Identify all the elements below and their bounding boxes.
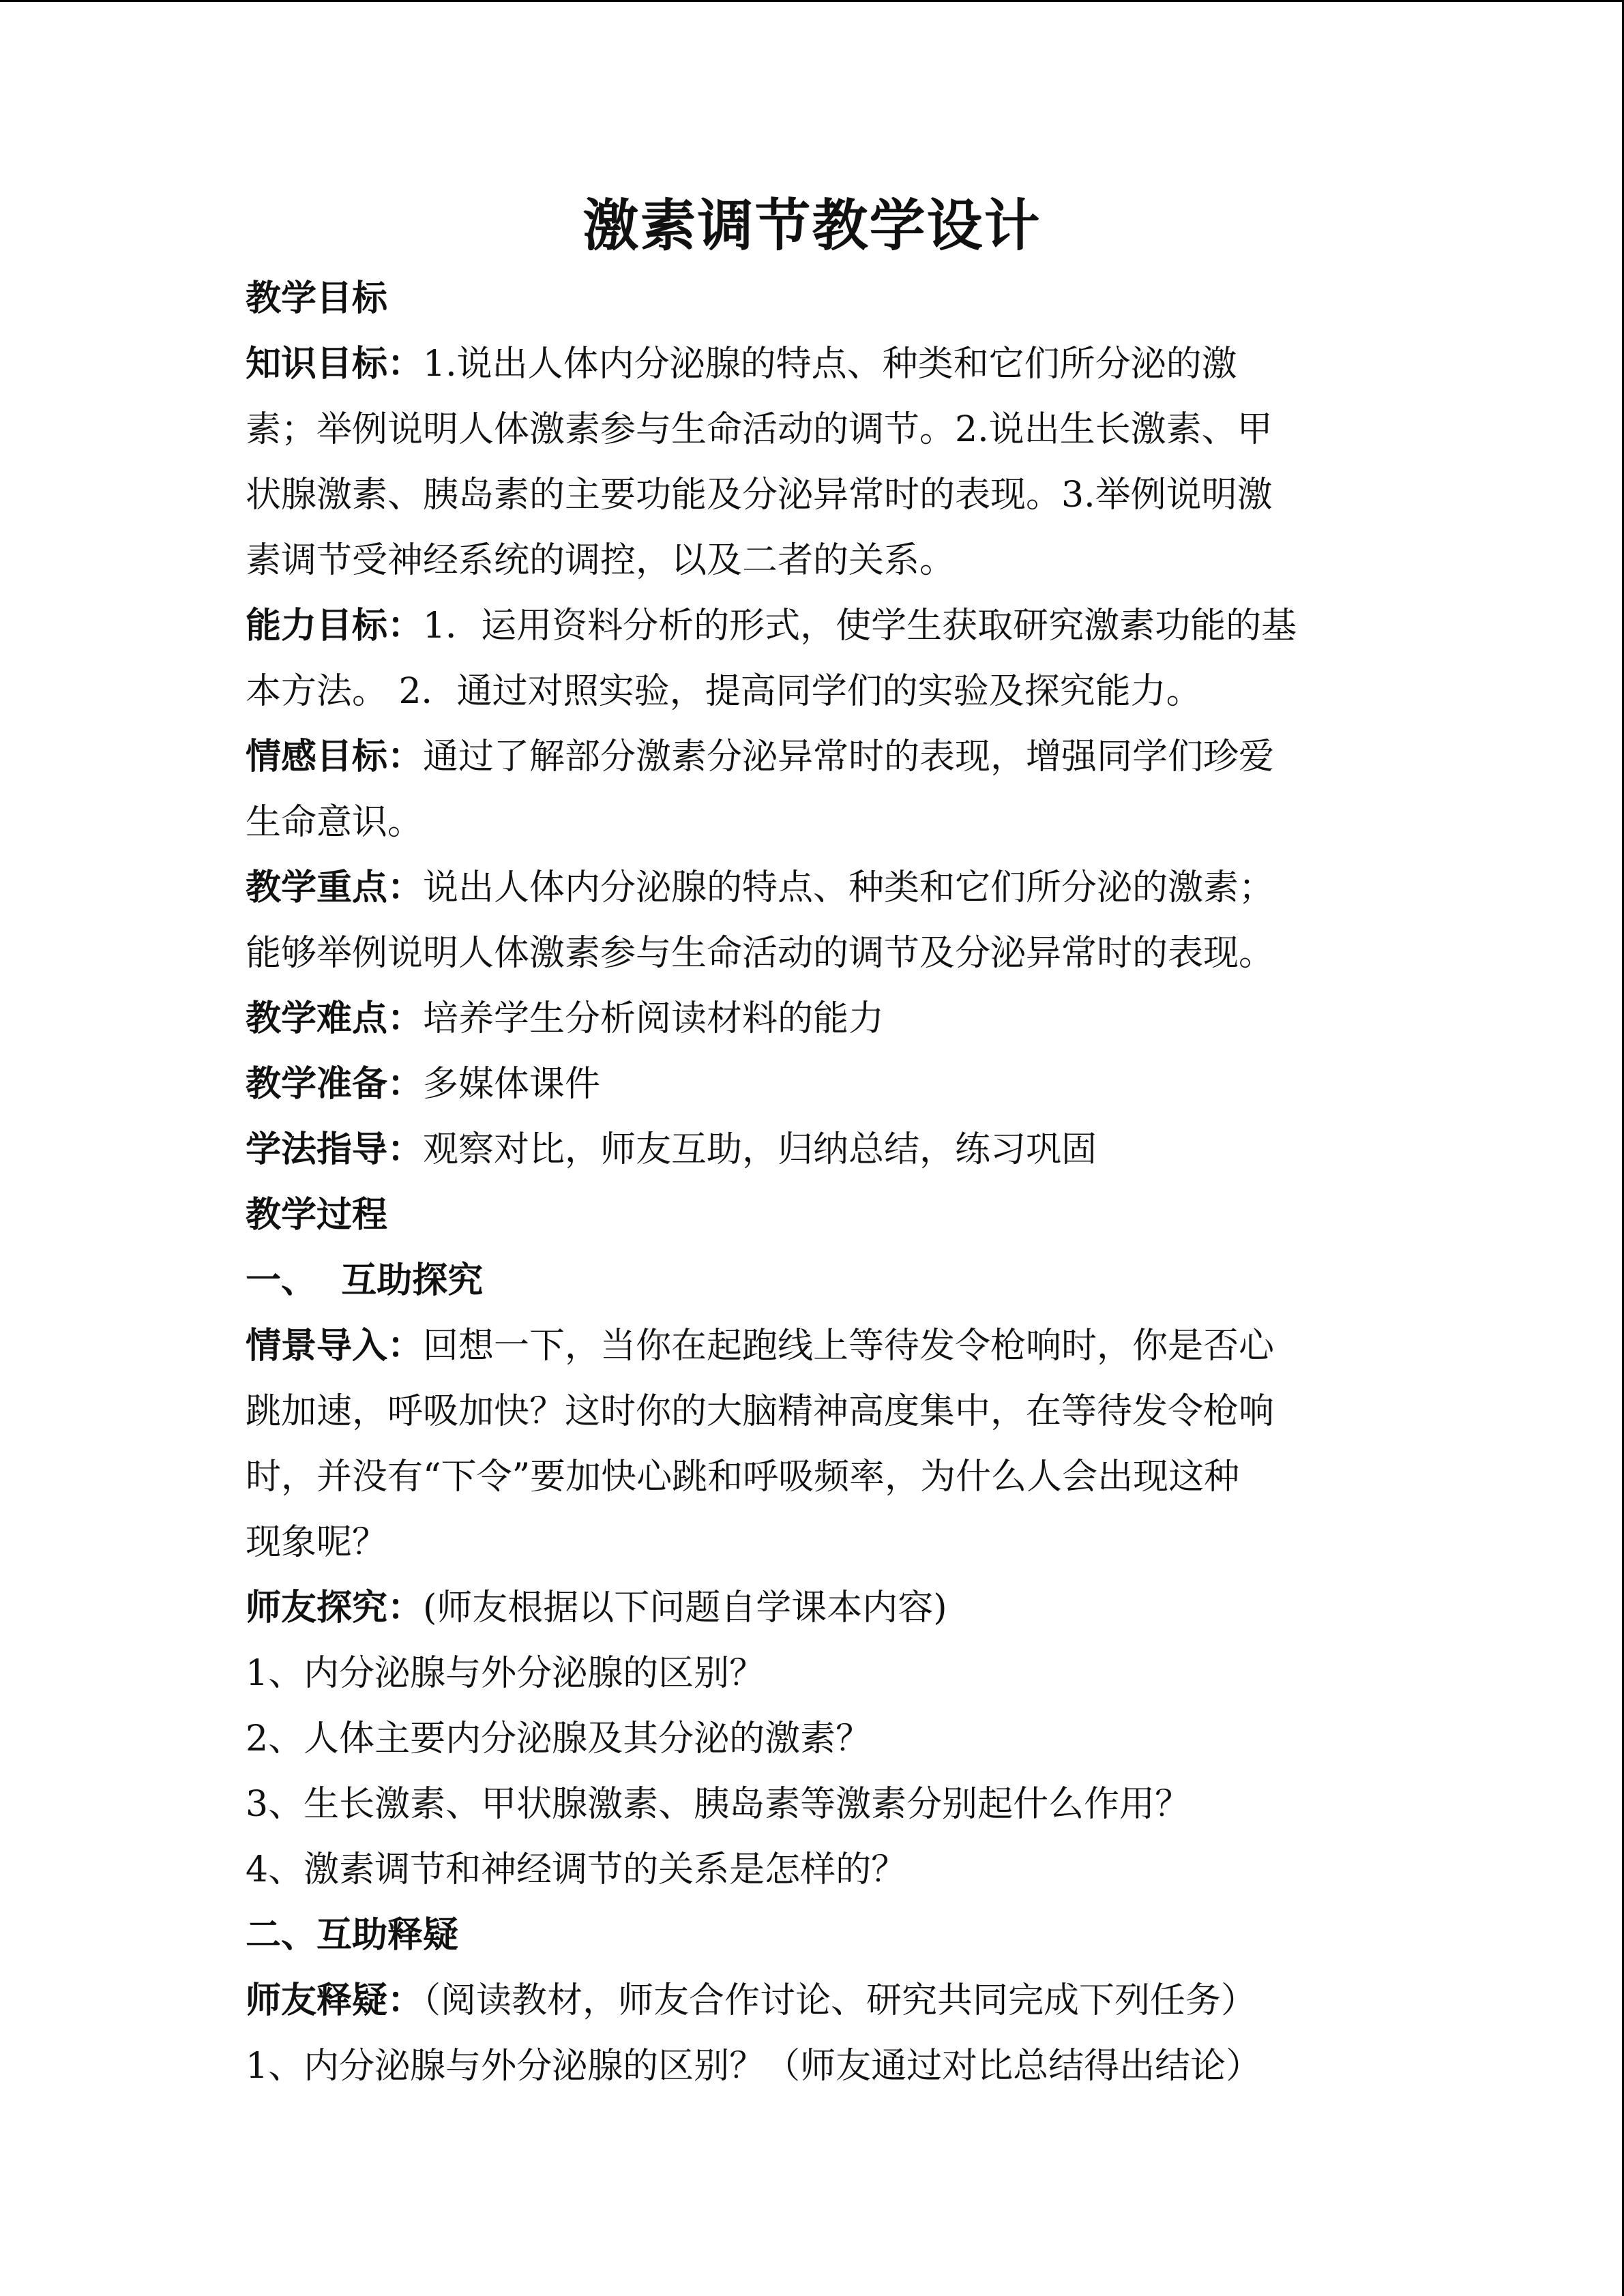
- paragraph-line-ability-goal: [246, 593, 1398, 659]
- section-heading-teaching-process: [246, 1182, 1398, 1248]
- line-text: 素调节受神经系统的调控，以及二者的关系。: [246, 540, 956, 581]
- paragraph-line: [246, 790, 1398, 855]
- field-label-pair-clarification: 师友释疑：: [246, 1980, 424, 2021]
- line-text: （阅读教材，师友合作讨论、研究共同完成下列任务）: [423, 1980, 1257, 2021]
- field-label-scenario-intro: 情景导入：: [246, 1325, 424, 1367]
- section-heading-teaching-goals: [246, 266, 1398, 331]
- line-text: 现象呢？: [246, 1522, 388, 1563]
- paragraph-line-preparation: [246, 1052, 1398, 1117]
- line-text: 说出人体内分泌腺的特点、种类和它们所分泌的激素；: [423, 867, 1275, 908]
- field-label-difficult-points: 教学难点：: [246, 998, 424, 1039]
- paragraph-line-difficult-points: [246, 986, 1398, 1052]
- line-text: 1、内分泌腺与外分泌腺的区别？: [246, 1653, 765, 1694]
- line-text: 2、人体主要内分泌腺及其分泌的激素？: [246, 1718, 872, 1759]
- line-text: 时，并没有“下令”要加快心跳和呼吸频率，为什么人会出现这种: [246, 1457, 1240, 1497]
- field-label-key-points: 教学重点：: [246, 867, 424, 908]
- field-label-knowledge-goal: 知识目标：: [246, 343, 424, 385]
- field-label-learning-guidance: 学法指导：: [246, 1129, 424, 1170]
- paragraph-line: [246, 659, 1398, 724]
- paragraph-line: [246, 397, 1398, 462]
- list-item: [246, 2033, 1398, 2099]
- paragraph-line: [246, 921, 1398, 986]
- paragraph-line-key-points: [246, 855, 1398, 921]
- section-heading-mutual-inquiry: [246, 1248, 1398, 1313]
- paragraph-line-knowledge-goal: [246, 331, 1398, 397]
- line-text: 1.说出人体内分泌腺的特点、种类和它们所分泌的激: [423, 344, 1237, 385]
- line-text: 状腺激素、胰岛素的主要功能及分泌异常时的表现。3.举例说明激: [246, 475, 1273, 516]
- list-item: [246, 1837, 1398, 1903]
- paragraph-line-learning-guidance: [246, 1117, 1398, 1182]
- paragraph-line: [246, 1510, 1398, 1575]
- paragraph-line: [246, 528, 1398, 593]
- field-label-ability-goal: 能力目标：: [246, 605, 424, 646]
- list-item: [246, 1706, 1398, 1772]
- field-label-pair-inquiry: 师友探究：: [246, 1587, 424, 1628]
- line-text: 回想一下，当你在起跑线上等待发令枪响时，你是否心: [423, 1326, 1275, 1367]
- paragraph-line: [246, 1444, 1398, 1510]
- list-item: [246, 1772, 1398, 1837]
- line-text: (师友根据以下问题自学课本内容): [423, 1587, 947, 1628]
- line-text: 能够举例说明人体激素参与生命活动的调节及分泌异常时的表现。: [246, 933, 1275, 974]
- paragraph-line: [246, 1379, 1398, 1444]
- paragraph-line-emotion-goal: [246, 724, 1398, 790]
- field-label-preparation: 教学准备：: [246, 1063, 424, 1105]
- paragraph-line-scenario-intro: [246, 1313, 1398, 1379]
- line-text: 4、激素调节和神经调节的关系是怎样的？: [246, 1849, 907, 1890]
- line-text: 一、 互助探究: [246, 1259, 484, 1301]
- line-text: 素；举例说明人体激素参与生命活动的调节。2.说出生长激素、甲: [246, 409, 1273, 450]
- line-text: 1、内分泌腺与外分泌腺的区别？（师友通过对比总结得出结论）: [246, 2046, 1262, 2087]
- line-text: 二、互助释疑: [246, 1914, 459, 1956]
- line-text: 本方法。 2．通过对照实验，提高同学们的实验及探究能力。: [246, 671, 1202, 712]
- paragraph-line: [246, 462, 1398, 528]
- line-text: 通过了解部分激素分泌异常时的表现，增强同学们珍爱: [423, 736, 1275, 777]
- line-text: 1．运用资料分析的形式，使学生获取研究激素功能的基: [423, 606, 1297, 646]
- document-title: 激素调节教学设计: [582, 193, 1042, 258]
- paragraph-line-pair-clarification: [246, 1968, 1398, 2033]
- line-text: 教学过程: [246, 1194, 388, 1236]
- list-item: [246, 1641, 1398, 1706]
- line-text: 3、生长激素、甲状腺激素、胰岛素等激素分别起什么作用？: [246, 1784, 1191, 1825]
- line-text: 多媒体课件: [423, 1064, 601, 1105]
- line-text: 教学目标: [246, 278, 388, 319]
- line-text: 培养学生分析阅读材料的能力: [423, 998, 885, 1039]
- line-text: 生命意识。: [246, 802, 424, 843]
- field-label-emotion-goal: 情感目标：: [246, 736, 424, 777]
- section-heading-mutual-clarification: [246, 1903, 1398, 1968]
- line-text: 跳加速，呼吸加快？这时你的大脑精神高度集中，在等待发令枪响: [246, 1391, 1275, 1432]
- paragraph-line-pair-inquiry: [246, 1575, 1398, 1641]
- line-text: 观察对比，师友互助，归纳总结，练习巩固: [423, 1129, 1097, 1170]
